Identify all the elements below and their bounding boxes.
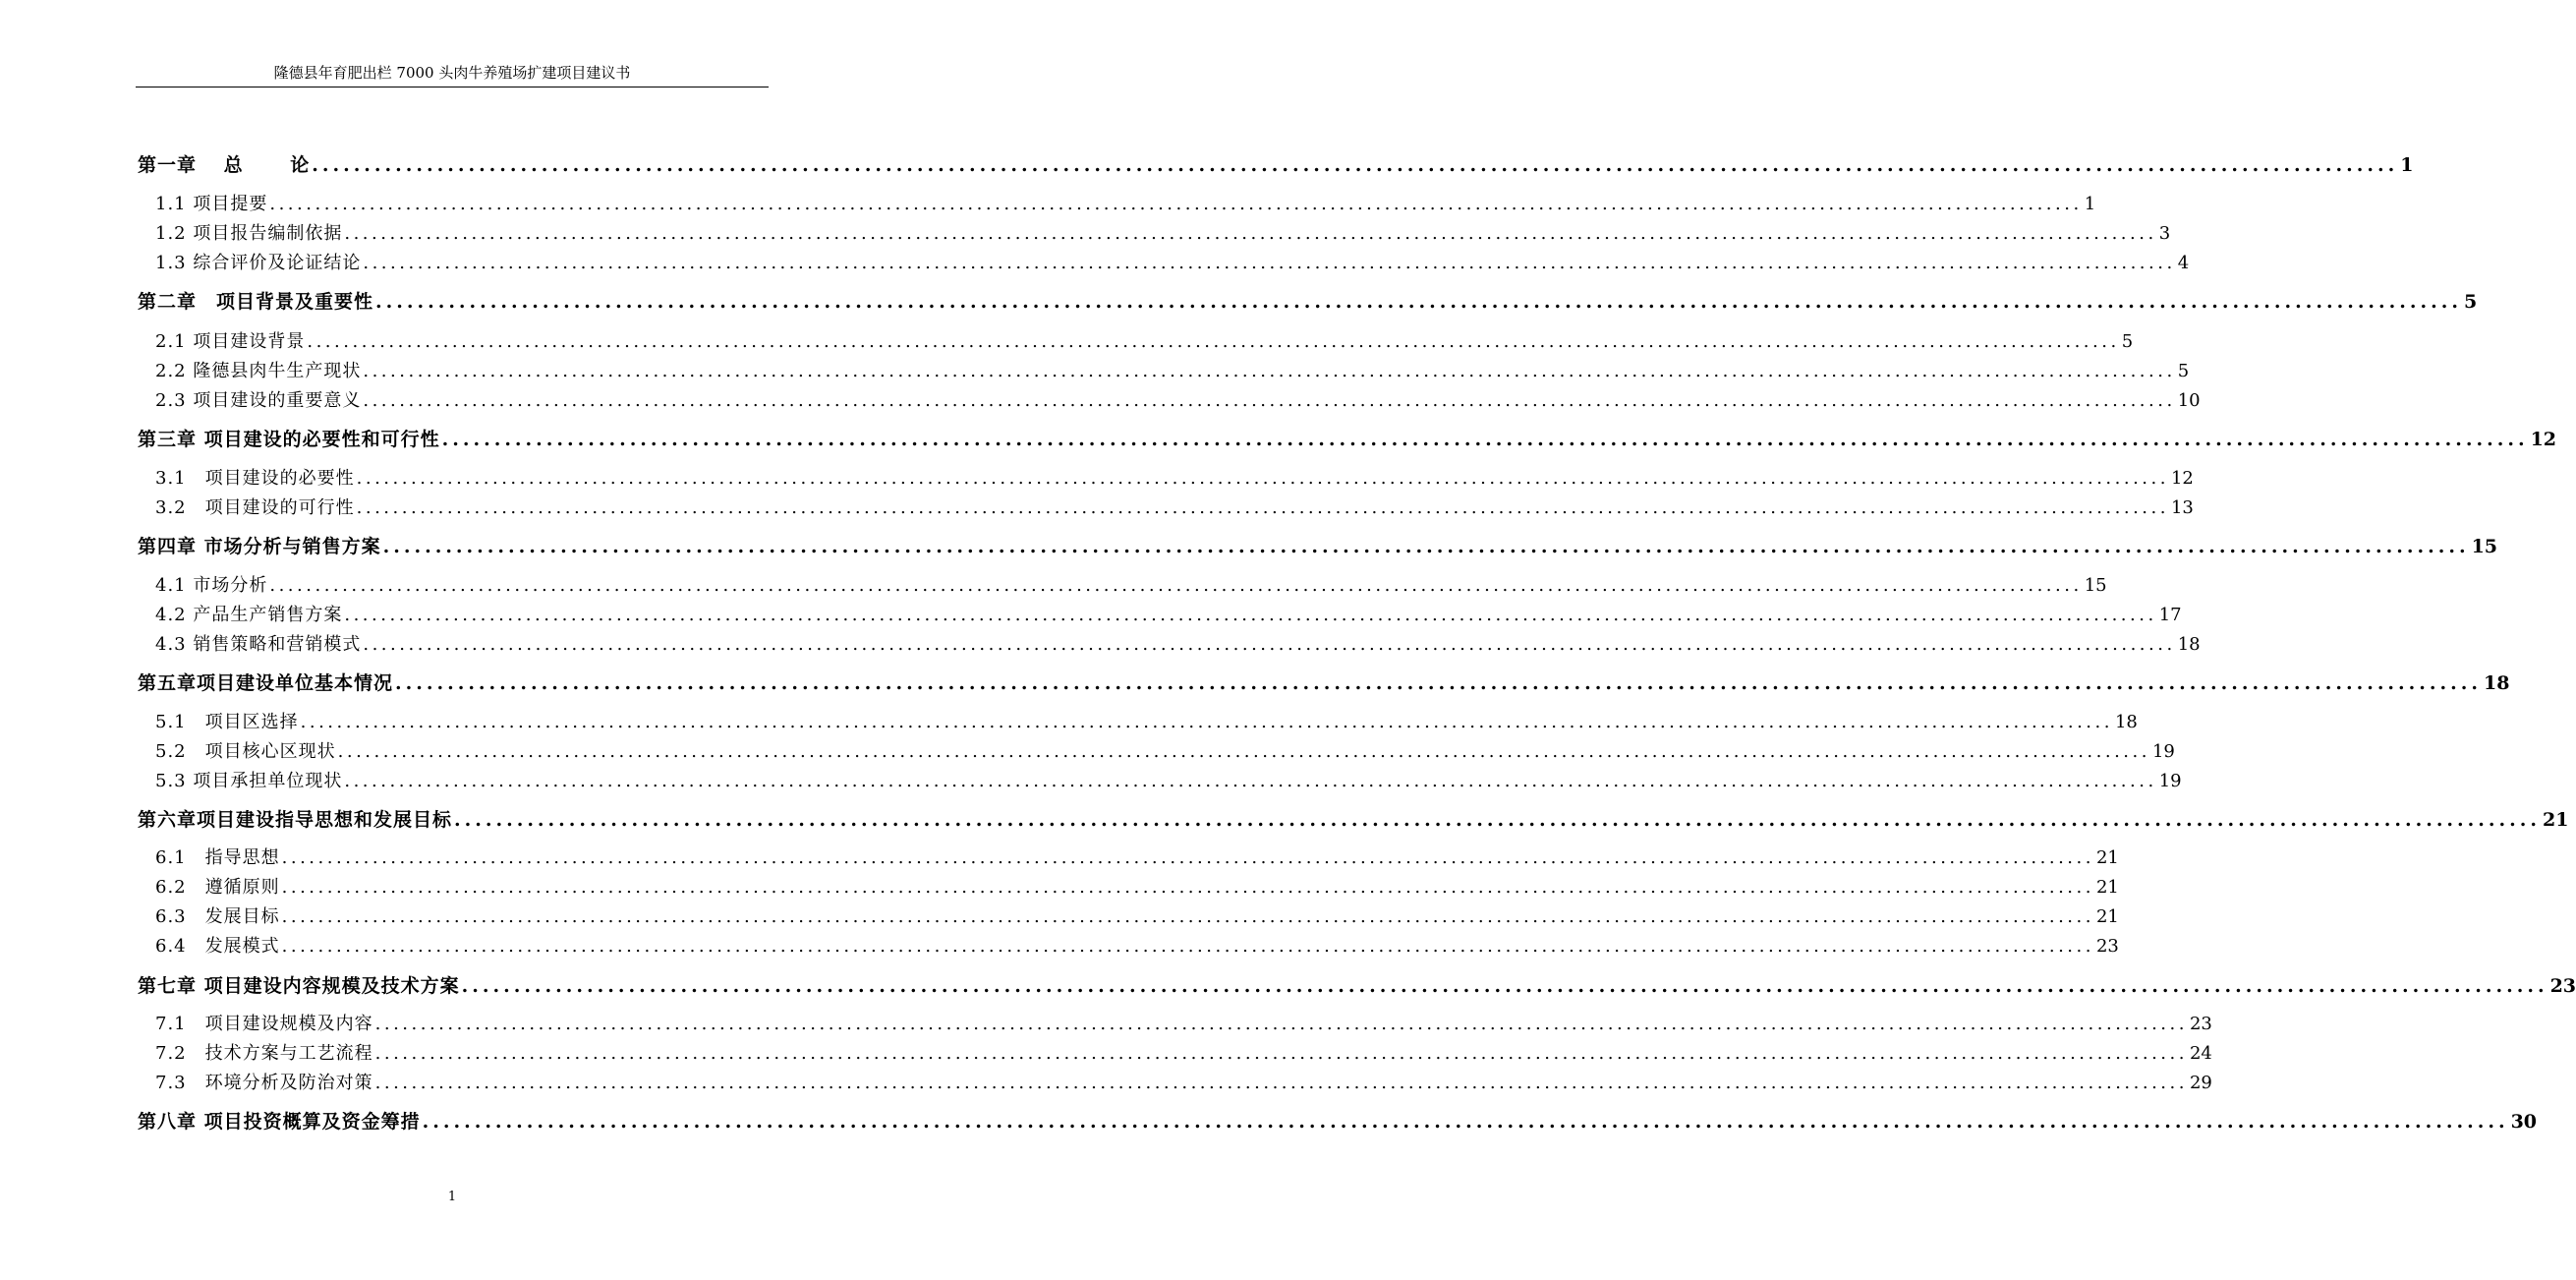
toc-section-entry [138, 327, 2134, 353]
toc-entry-page: 12 [2530, 429, 2557, 450]
toc-dot-leader: ........................................................................................................................................................................................................ [363, 253, 2176, 273]
toc-dot-leader: ........................................................................................................................................................................................................ [441, 429, 2529, 450]
toc-section-entry [138, 708, 2138, 733]
toc-dot-leader: ........................................................................................................................................................................................................ [337, 741, 2150, 762]
toc-section-entry [138, 494, 2194, 519]
document-header: 隆德县年育肥出栏 7000 头肉牛养殖场扩建项目建议书 [273, 64, 631, 82]
toc-entry-label: 第二章 项目背景及重要性 [138, 291, 374, 313]
toc-entry-page: 1 [2400, 154, 2414, 176]
toc-section-entry [138, 601, 2182, 626]
toc-entry-label: 第一章 总 论 [138, 154, 311, 176]
toc-section-entry [138, 219, 2171, 245]
toc-entry-page: 18 [2114, 712, 2138, 732]
toc-dot-leader: ........................................................................................................................................................................................................ [356, 468, 2169, 489]
toc-entry-label: 4.3 销售策略和营销模式 [155, 634, 362, 655]
toc-section-entry [138, 767, 2182, 792]
toc-entry-page: 23 [2549, 975, 2576, 997]
toc-entry-page: 5 [2177, 361, 2190, 381]
toc-dot-leader: ........................................................................................................................................................................................................ [281, 847, 2094, 868]
toc-entry-page: 1 [2084, 194, 2096, 214]
toc-entry-page: 10 [2177, 390, 2201, 411]
toc-dot-leader: ........................................................................................................................................................................................................ [312, 154, 2399, 176]
toc-dot-leader: ........................................................................................................................................................................................................ [307, 331, 2120, 352]
toc-section-entry [138, 873, 2119, 899]
toc-entry-page: 29 [2189, 1073, 2212, 1093]
toc-entry-label: 5.2 项目核心区现状 [155, 741, 336, 762]
toc-entry-label: 6.3 发展目标 [155, 906, 280, 927]
toc-dot-leader: ........................................................................................................................................................................................................ [281, 906, 2094, 927]
toc-chapter-entry [138, 532, 2498, 558]
toc-dot-leader: ........................................................................................................................................................................................................ [422, 1111, 2509, 1133]
page-number: 1 [447, 1190, 457, 1204]
toc-entry-label: 6.1 指导思想 [155, 847, 280, 868]
toc-chapter-entry [138, 805, 2569, 832]
toc-entry-page: 17 [2158, 605, 2182, 625]
toc-entry-label: 6.4 发展模式 [155, 936, 280, 957]
toc-dot-leader: ........................................................................................................................................................................................................ [281, 936, 2094, 957]
toc-entry-label: 3.2 项目建设的可行性 [155, 497, 355, 518]
toc-entry-label: 5.1 项目区选择 [155, 712, 299, 732]
toc-dot-leader: ........................................................................................................................................................................................................ [344, 605, 2157, 625]
toc-entry-label: 1.2 项目报告编制依据 [155, 223, 343, 244]
toc-entry-label: 4.1 市场分析 [155, 575, 268, 596]
toc-entry-page: 19 [2151, 741, 2175, 762]
toc-dot-leader: ........................................................................................................................................................................................................ [269, 194, 2083, 214]
toc-entry-page: 30 [2510, 1111, 2538, 1133]
toc-dot-leader: ........................................................................................................................................................................................................ [356, 497, 2169, 518]
toc-section-entry [138, 190, 2096, 215]
toc-entry-page: 21 [2095, 847, 2119, 868]
toc-entry-page: 12 [2170, 468, 2194, 489]
toc-entry-label: 4.2 产品生产销售方案 [155, 605, 343, 625]
toc-entry-label: 2.2 隆德县肉牛生产现状 [155, 361, 362, 381]
toc-section-entry [138, 1010, 2212, 1035]
toc-entry-page: 15 [2471, 536, 2498, 557]
toc-section-entry [138, 844, 2119, 869]
toc-section-entry [138, 464, 2194, 490]
toc-dot-leader: ........................................................................................................................................................................................................ [454, 809, 2541, 831]
toc-dot-leader: ........................................................................................................................................................................................................ [363, 390, 2176, 411]
toc-dot-leader: ........................................................................................................................................................................................................ [461, 975, 2548, 997]
toc-entry-label: 7.3 环境分析及防治对策 [155, 1073, 373, 1093]
toc-entry-label: 第八章 项目投资概算及资金筹措 [138, 1111, 421, 1133]
toc-dot-leader: ........................................................................................................................................................................................................ [374, 1043, 2188, 1064]
toc-dot-leader: ........................................................................................................................................................................................................ [395, 672, 2482, 694]
toc-section-entry [138, 932, 2119, 958]
toc-dot-leader: ........................................................................................................................................................................................................ [300, 712, 2113, 732]
toc-section-entry [138, 737, 2175, 763]
toc-entry-page: 23 [2095, 936, 2119, 957]
toc-dot-leader: ........................................................................................................................................................................................................ [344, 771, 2157, 791]
toc-section-entry [138, 386, 2201, 412]
toc-entry-page: 24 [2189, 1043, 2212, 1064]
toc-entry-page: 21 [2542, 809, 2569, 831]
toc-chapter-entry [138, 1107, 2538, 1134]
toc-entry-page: 18 [2177, 634, 2201, 655]
toc-section-entry [138, 630, 2201, 656]
toc-entry-page: 15 [2084, 575, 2107, 596]
toc-entry-label: 7.1 项目建设规模及内容 [155, 1014, 373, 1034]
toc-chapter-entry [138, 150, 2414, 177]
toc-entry-label: 第五章项目建设单位基本情况 [138, 672, 394, 694]
toc-entry-page: 3 [2158, 223, 2171, 244]
toc-entry-label: 7.2 技术方案与工艺流程 [155, 1043, 373, 1064]
toc-dot-leader: ........................................................................................................................................................................................................ [269, 575, 2083, 596]
toc-section-entry [138, 571, 2107, 597]
toc-entry-label: 5.3 项目承担单位现状 [155, 771, 343, 791]
toc-entry-page: 23 [2189, 1014, 2212, 1034]
toc-entry-page: 4 [2177, 253, 2190, 273]
toc-entry-label: 3.1 项目建设的必要性 [155, 468, 355, 489]
toc-entry-label: 2.3 项目建设的重要意义 [155, 390, 362, 411]
toc-dot-leader: ........................................................................................................................................................................................................ [344, 223, 2157, 244]
toc-dot-leader: ........................................................................................................................................................................................................ [281, 877, 2094, 898]
toc-entry-label: 第六章项目建设指导思想和发展目标 [138, 809, 453, 831]
toc-chapter-entry [138, 287, 2478, 314]
toc-section-entry [138, 357, 2190, 382]
toc-entry-page: 5 [2121, 331, 2134, 352]
toc-entry-label: 第三章 项目建设的必要性和可行性 [138, 429, 440, 450]
toc-dot-leader: ........................................................................................................................................................................................................ [374, 1014, 2188, 1034]
toc-entry-label: 1.1 项目提要 [155, 194, 268, 214]
toc-entry-page: 5 [2463, 291, 2478, 313]
toc-entry-page: 19 [2158, 771, 2182, 791]
toc-entry-page: 18 [2483, 672, 2510, 694]
toc-chapter-entry [138, 971, 2576, 998]
toc-chapter-entry [138, 425, 2557, 451]
toc-dot-leader: ........................................................................................................................................................................................................ [363, 361, 2176, 381]
toc-entry-label: 第七章 项目建设内容规模及技术方案 [138, 975, 460, 997]
toc-entry-page: 21 [2095, 877, 2119, 898]
toc-entry-label: 1.3 综合评价及论证结论 [155, 253, 362, 273]
toc-entry-label: 第四章 市场分析与销售方案 [138, 536, 381, 557]
toc-dot-leader: ........................................................................................................................................................................................................ [374, 1073, 2188, 1093]
toc-dot-leader: ........................................................................................................................................................................................................ [363, 634, 2176, 655]
toc-section-entry [138, 1039, 2212, 1065]
toc-section-entry [138, 1069, 2212, 1094]
toc-entry-label: 6.2 遵循原则 [155, 877, 280, 898]
toc-chapter-entry [138, 669, 2510, 695]
toc-dot-leader: ........................................................................................................................................................................................................ [375, 291, 2462, 313]
toc-section-entry [138, 902, 2119, 928]
toc-entry-page: 13 [2170, 497, 2194, 518]
toc-entry-page: 21 [2095, 906, 2119, 927]
toc-dot-leader: ........................................................................................................................................................................................................ [382, 536, 2470, 557]
toc-entry-label: 2.1 项目建设背景 [155, 331, 306, 352]
toc-section-entry [138, 249, 2190, 274]
